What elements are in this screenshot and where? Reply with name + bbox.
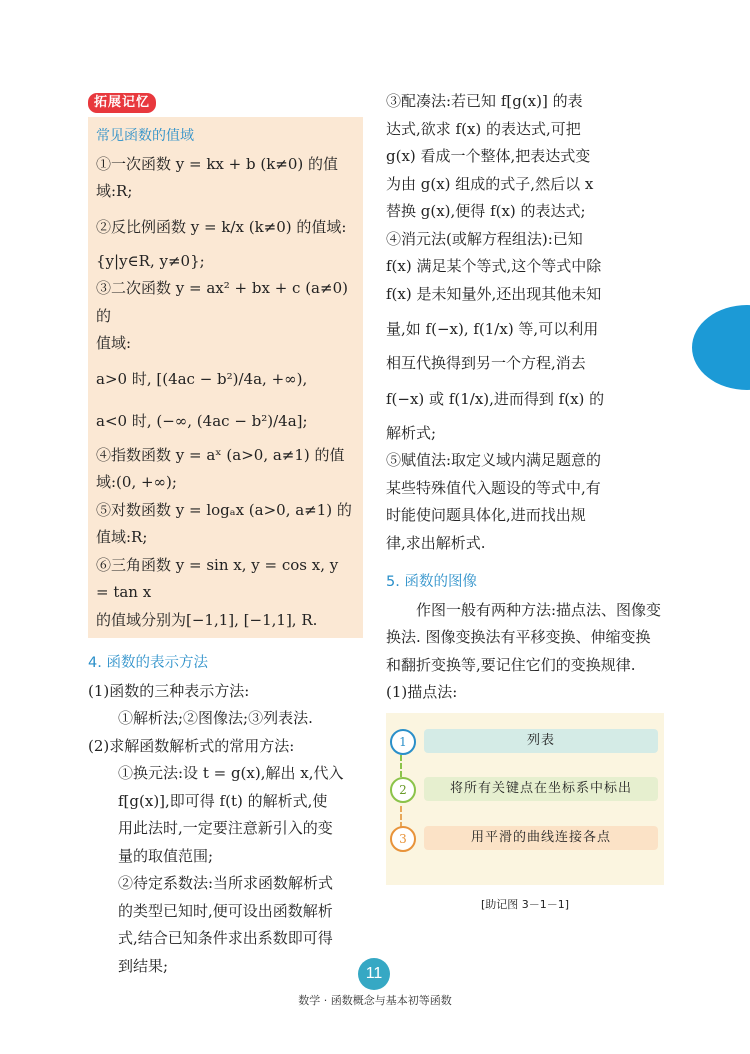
text-line: g(x) 看成一个整体,把表达式变 <box>386 147 591 165</box>
box-line: ②反比例函数 y = k/x (k≠0) 的值域: <box>96 217 347 236</box>
text-line: ③配凑法:若已知 f[g(x)] 的表 <box>386 92 583 110</box>
text-line: 量,如 f(−x), f(1/x) 等,可以利用 <box>386 320 599 338</box>
text-line: f(x) 是未知量外,还出现其他未知 <box>386 284 602 303</box>
box-line: ⑤对数函数 y = logₐx (a>0, a≠1) 的 <box>96 500 352 519</box>
text-line: 替换 g(x),便得 f(x) 的表达式; <box>386 202 586 220</box>
text-line: 式,结合已知条件求出系数即可得 <box>118 929 333 947</box>
text-line: ②待定系数法:当所求函数解析式 <box>118 874 334 892</box>
range-box <box>88 117 363 638</box>
section-heading-5: 5. 函数的图像 <box>386 574 477 590</box>
diagram-caption: [助记图 3－1－1] <box>480 897 570 911</box>
text-line: ①解析法;②图像法;③列表法. <box>118 709 313 727</box>
box-title: 常见函数的值域 <box>96 128 194 144</box>
text-line: ①换元法:设 t = g(x),解出 x,代入 <box>118 764 344 782</box>
text-line: f[g(x)],即可得 f(t) 的解析式,使 <box>118 791 328 810</box>
section-heading-4: 4. 函数的表示方法 <box>88 655 208 671</box>
text-line: 量的取值范围; <box>118 846 214 865</box>
text-line: 律,求出解析式. <box>386 533 486 552</box>
box-line: ③二次函数 y = ax² + bx + c (a≠0) 的 <box>96 279 348 325</box>
text-line: 达式,欲求 f(x) 的表达式,可把 <box>386 119 581 138</box>
step-row <box>390 824 658 854</box>
paragraph: 作图一般有两种方法:描点法、图像变换法. 图像变换法有平移变换、伸缩变换和翻折变换等,要记住它们的变换规律. <box>386 600 662 674</box>
text-line: 用此法时,一定要注意新引入的变 <box>118 819 333 837</box>
text-line: (2)求解函数解析式的常用方法: <box>88 736 295 755</box>
text-line: ⑤赋值法:取定义域内满足题意的 <box>386 451 602 469</box>
box-line: 域:(0, +∞); <box>96 473 177 491</box>
box-line: ①一次函数 y = kx + b (k≠0) 的值 <box>96 154 339 173</box>
left-column <box>88 88 363 980</box>
text-line: 解析式; <box>386 423 437 442</box>
box-line: a<0 时, (−∞, (4ac − b²)/4a]; <box>96 411 308 430</box>
mnemonic-diagram <box>386 713 664 885</box>
box-line: 值域:R; <box>96 528 148 546</box>
step-row <box>390 775 658 805</box>
box-line: 的值域分别为[−1,1], [−1,1], R. <box>96 610 318 629</box>
box-line: a>0 时, [(4ac − b²)/4a, +∞), <box>96 369 308 388</box>
text-line: 相互代换得到另一个方程,消去 <box>386 354 586 372</box>
text-line: 为由 g(x) 组成的式子,然后以 x <box>386 174 594 193</box>
text-line: 某些特殊值代入题设的等式中,有 <box>386 478 601 497</box>
right-column <box>386 88 664 918</box>
step-label: 将所有关键点在坐标系中标出 <box>424 777 658 801</box>
box-line: ④指数函数 y = aˣ (a>0, a≠1) 的值 <box>96 445 345 464</box>
step-label: 用平滑的曲线连接各点 <box>424 826 658 850</box>
page-number: 11 <box>358 958 390 990</box>
connector-line <box>400 755 402 777</box>
box-line: 值域: <box>96 334 132 352</box>
text-line: 时能使问题具体化,进而找出规 <box>386 506 586 524</box>
step-row <box>390 727 658 757</box>
text-line: 到结果; <box>118 956 169 975</box>
expand-memory-tag: 拓展记忆 <box>88 93 156 113</box>
chapter-tab <box>692 305 750 390</box>
step-label: 列表 <box>424 729 658 753</box>
box-line: ⑥三角函数 y = sin x, y = cos x, y = tan x <box>96 555 339 601</box>
step-number: 2 <box>390 777 416 803</box>
box-line: 域:R; <box>96 182 133 200</box>
text-line: (1)描点法: <box>386 683 458 701</box>
text-line: ④消元法(或解方程组法):已知 <box>386 229 583 248</box>
text-line: f(−x) 或 f(1/x),进而得到 f(x) 的 <box>386 389 605 408</box>
box-line: {y|y∈R, y≠0}; <box>96 251 205 270</box>
step-number: 3 <box>390 826 416 852</box>
text-line: f(x) 满足某个等式,这个等式中除 <box>386 257 602 275</box>
text-line: 的类型已知时,便可设出函数解析 <box>118 901 333 920</box>
step-number: 1 <box>390 729 416 755</box>
text-line: (1)函数的三种表示方法: <box>88 681 250 700</box>
page-footer: 数学 · 函数概念与基本初等函数 <box>298 994 452 1007</box>
